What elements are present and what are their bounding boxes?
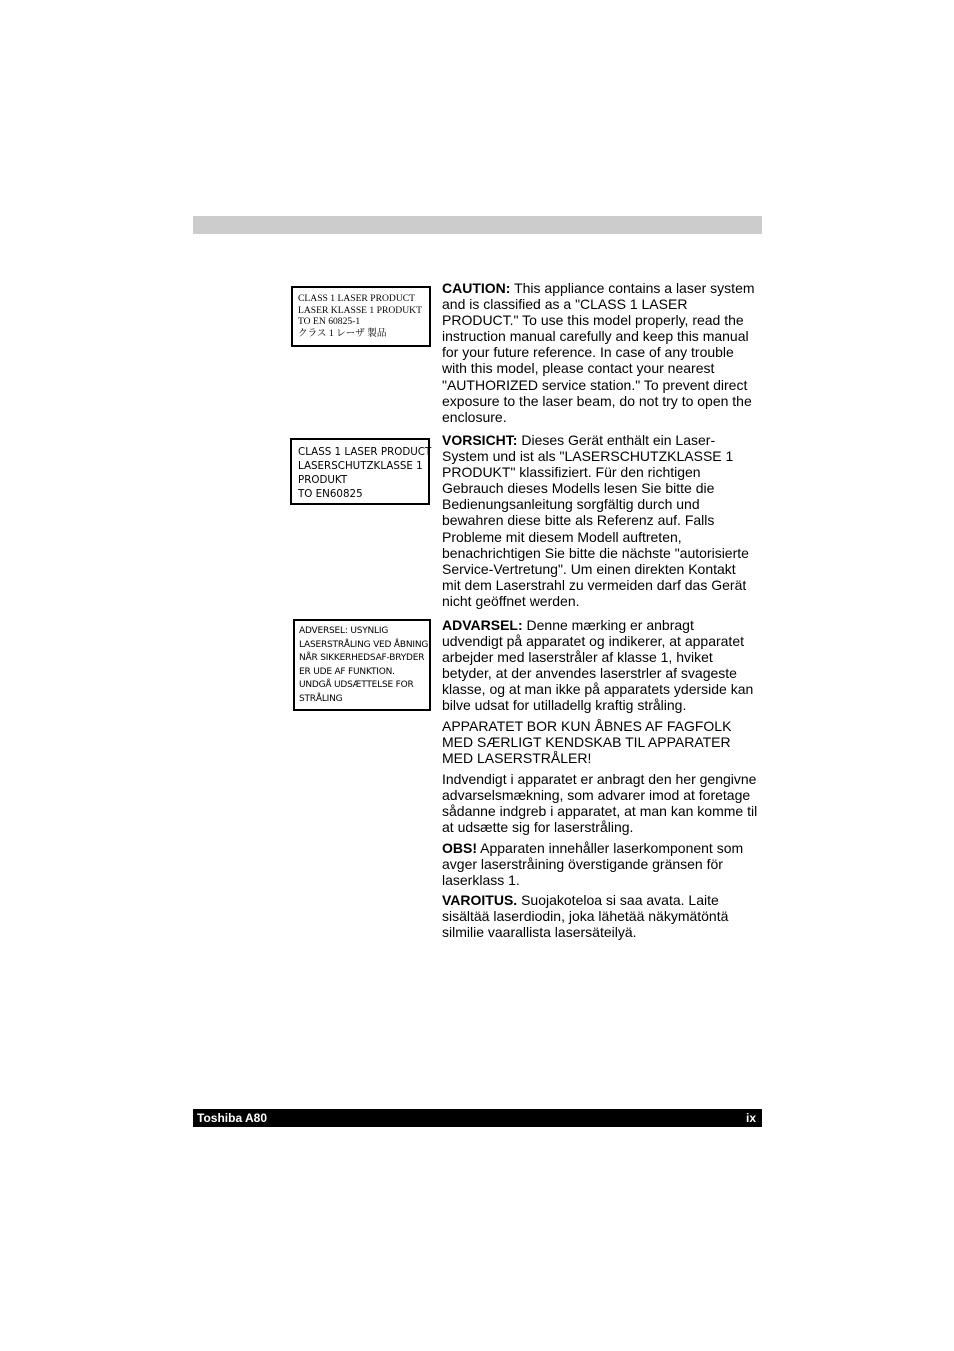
advarsel-paragraph xyxy=(442,617,758,714)
laser-label-adversel xyxy=(293,619,431,711)
label-line: PRODUKT xyxy=(298,474,348,486)
label-line: TO EN60825 xyxy=(298,488,363,500)
label-line: LASERSCHUTZKLASSE 1 xyxy=(298,460,423,472)
laser-label-laserschutzklasse xyxy=(290,438,430,505)
label-line: LASERSTRÅLING VED ÅBNING, xyxy=(299,639,431,650)
obs-heading: OBS! xyxy=(442,840,477,856)
apparatet-text: APPARATET BOR KUN ÅBNES AF FAGFOLK MED SÆRLIGT KENDSKAB TIL APPARATER MED LASERSTRÅLER! xyxy=(442,718,732,767)
footer-bar xyxy=(193,1109,762,1127)
footer-page-number: ix xyxy=(745,1111,756,1125)
indvendigt-paragraph xyxy=(442,771,758,835)
varoitus-text: Suojakoteloa si saa avata. Laite sisältää laserdiodin, joka lähetää näkymätöntä silmilie vaarallista lasersäteilyä. xyxy=(442,892,729,941)
advarsel-heading: ADVARSEL: xyxy=(442,617,523,633)
apparatet-paragraph xyxy=(442,718,758,766)
label-line: CLASS 1 LASER PRODUCT xyxy=(298,293,416,304)
footer-product-name: Toshiba A80 xyxy=(197,1111,268,1125)
label-line: STRÅLING xyxy=(299,693,343,704)
label-line: NÅR SIKKERHEDSAF-BRYDER xyxy=(299,653,425,663)
varoitus-paragraph xyxy=(442,892,758,940)
obs-paragraph xyxy=(442,840,758,888)
advarsel-text: Denne mærking er anbragt udvendigt på apparatet og indikerer, at apparatet arbejder med laserstråler af klasse 1, hviket betyder, at der anvendes laserstrler af svageste klasse, og at man ikke på apparatets yderside kan bilve udsat for utilladellg kraftig stråling. xyxy=(442,617,754,714)
label-line: LASER KLASSE 1 PRODUKT xyxy=(298,304,422,316)
varoitus-heading: VAROITUS. xyxy=(442,892,518,908)
label-line: クラス 1 レーザ 製品 xyxy=(298,327,387,339)
indvendigt-text: Indvendigt i apparatet er anbragt den her gengivne advarselsmækning, som advarer imod at foretage sådanne indgreb i apparatet, at man kan komme til at udsætte sig for laserstråling. xyxy=(442,771,758,836)
label-line: ER UDE AF FUNKTION. xyxy=(299,666,395,677)
vorsicht-heading: VORSICHT: xyxy=(442,432,518,448)
label-line: ADVERSEL: USYNLIG xyxy=(299,626,389,636)
laser-label-class1-product xyxy=(291,286,431,347)
label-line: TO EN 60825-1 xyxy=(298,316,361,327)
obs-text: Apparaten innehåller laserkomponent som avger laserstråining överstigande gränsen för laserklass 1. xyxy=(442,840,744,889)
label-line: CLASS 1 LASER PRODUCT xyxy=(298,446,432,458)
vorsicht-text: Dieses Gerät enthält ein Laser-System und ist als "LASERSCHUTZKLASSE 1 PRODUKT" klassifiziert. Für den richtigen Gebrauch dieses Modells lesen Sie bitte die Bedienungsanleitung sorgfältig durch und bewahren diese bitte als Referenz auf. Falls Probleme mit diesem Modell auftreten, benachrichtigen Sie bitte die nächste "autorisierte Service-Vertretung". Um einen direkten Kontakt mit dem Laserstrahl zu vermeiden darf das Gerät nicht geöffnet werden. xyxy=(442,432,749,609)
header-bar xyxy=(193,216,762,234)
caution-text: This appliance contains a laser system and is classified as a "CLASS 1 LASER PRODUCT." To use this model properly, read the instruction manual carefully and keep this manual for your future reference. In case of any trouble with this model, please contact your nearest "AUTHORIZED service station." To prevent direct exposure to the laser beam, do not try to open the enclosure. xyxy=(442,280,755,425)
caution-paragraph xyxy=(442,280,758,425)
vorsicht-paragraph xyxy=(442,432,758,609)
label-line: UNDGÅ UDSÆTTELSE FOR xyxy=(299,680,414,690)
caution-heading: CAUTION: xyxy=(442,280,511,296)
